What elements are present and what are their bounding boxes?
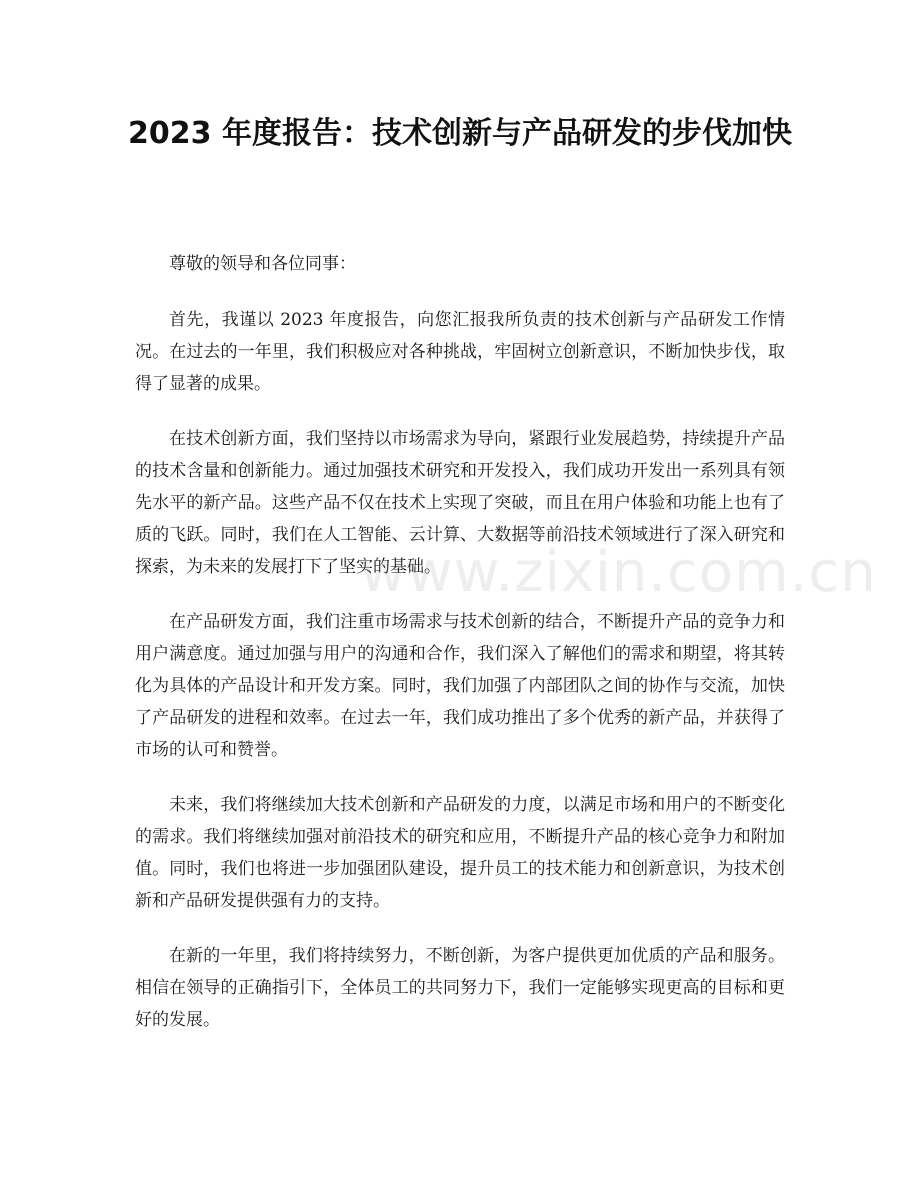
paragraph-intro: 首先，我谨以 2023 年度报告，向您汇报我所负责的技术创新与产品研发工作情况。在过去的一年里，我们积极应对各种挑战，牢固树立创新意识，不断加快步伐，取得了显著的成果。 [135,310,785,394]
paragraph-product-rd: 在产品研发方面，我们注重市场需求与技术创新的结合，不断提升产品的竞争力和用户满意度。通过加强与用户的沟通和合作，我们深入了解他们的需求和期望，将其转化为具体的产品设计和开发方案。同时，我们加强了内部团队之间的协作与交流，加快了产品研发的进程和效率。在过去一年，我们成功推出了多个优秀的新产品，并获得了市场的认可和赞誉。 [135,612,785,760]
paragraph-future: 未来，我们将继续加大技术创新和产品研发的力度，以满足市场和用户的不断变化的需求。我们将继续加强对前沿技术的研究和应用，不断提升产品的核心竞争力和附加值。同时，我们也将进一步加强团队建设，提升员工的技术能力和创新意识，为技术创新和产品研发提供强有力的支持。 [135,795,785,911]
document-title: 2023 年度报告：技术创新与产品研发的步伐加快 [128,116,792,151]
watermark: www.zixin.com.cn [360,540,877,605]
document-body [135,248,785,1059]
greeting-line: 尊敬的领导和各位同事： [169,254,356,274]
paragraph-tech-innovation: 在技术创新方面，我们坚持以市场需求为导向，紧跟行业发展趋势，持续提升产品的技术含量和创新能力。通过加强技术研究和开发投入，我们成功开发出一系列具有领先水平的新产品。这些产品不仅在技术上实现了突破，而且在用户体验和功能上也有了质的飞跃。同时，我们在人工智能、云计算、大数据等前沿技术领域进行了深入研究和探索，为未来的发展打下了坚实的基础。 [135,429,785,577]
paragraph-closing: 在新的一年里，我们将持续努力，不断创新，为客户提供更加优质的产品和服务。相信在领导的正确指引下，全体员工的共同努力下，我们一定能够实现更高的目标和更好的发展。 [135,946,785,1030]
